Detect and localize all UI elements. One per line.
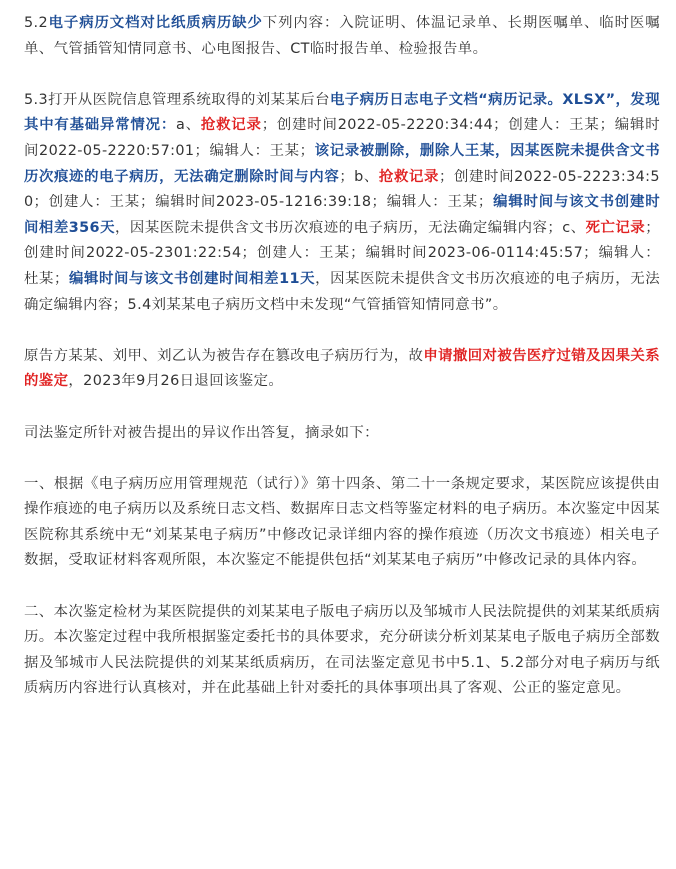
emphasis-red-text: 申请撤回对被告医疗过错及因果关系的鉴定 xyxy=(24,347,661,390)
emphasis-blue-text: 编辑时间与该文书创建时间相差356天 xyxy=(24,194,660,236)
paragraph-gap xyxy=(24,574,660,600)
paragraph-plaintiff-view xyxy=(24,344,660,395)
emphasis-red-text: 死亡记录 xyxy=(585,219,646,236)
paragraph-gap xyxy=(24,446,660,472)
paragraph-gap xyxy=(24,62,660,88)
emphasis-blue-text: 编辑时间与该文书创建时间相差11天 xyxy=(68,270,316,287)
text-run: ；创建时间2022-05-2223:34:50；创建人：王某；编辑时间2023-05-1216:39:18；编辑人：王某； xyxy=(24,168,660,211)
text-run: ，2023年9月26日退回该鉴定。 xyxy=(68,373,284,390)
emphasis-blue-text: 电子病历文档对比纸质病历缺少 xyxy=(48,15,263,31)
text-run: ；b、 xyxy=(339,168,379,185)
paragraph-gap xyxy=(24,318,660,344)
text-run: 下列内容：入院证明、体温记录单、长期医嘱单、临时医嘱单、气管插管知情同意书、心电图报告、CT临时报告单、检验报告单。 xyxy=(24,15,660,57)
text-run: 一、根据《电子病历应用管理规范（试行）》第十四条、第二十一条规定要求，某医院应该提供由操作痕迹的电子病历以及系统日志文档、数据库日志文档等鉴定材料的电子病历。本次鉴定中因某医院称其系统中无“刘某某电子病历”中修改记录详细内容的操作痕迹（历次文书痕迹）相关电子数据，受取证材料客观所限，本次鉴定不能提供包括“刘某某电子病历”中修改记录的具体内容。 xyxy=(24,475,660,569)
text-run: ，因某医院未提供含文书历次痕迹的电子病历，无法确定编辑内容；5.4刘某某电子病历文档中未发现“气管插管知情同意书”。 xyxy=(24,270,661,313)
text-run: 司法鉴定所针对被告提出的异议作出答复，摘录如下： xyxy=(24,424,379,441)
emphasis-blue-text: 电子病历日志电子文档“病历记录。XLSX”，发现其中有基础异常情况： xyxy=(24,91,660,134)
text-run: 5.3打开从医院信息管理系统取得的刘某某后台 xyxy=(24,91,330,108)
paragraph-point-one xyxy=(24,472,660,574)
paragraph-gap xyxy=(24,395,660,421)
text-run: a、 xyxy=(176,117,201,134)
text-run: 5.2 xyxy=(24,15,49,31)
emphasis-blue-text: 该记录被删除，删除人王某，因某医院未提供含文书历次痕迹的电子病历，无法确定删除时间与内容 xyxy=(24,142,660,185)
emphasis-red-text: 抢救记录 xyxy=(200,117,262,134)
text-run: 二、本次鉴定检材为某医院提供的刘某某电子版电子病历以及邹城市人民法院提供的刘某某纸质病历。本次鉴定过程中我所根据鉴定委托书的具体要求，充分研读分析刘某某电子版电子病历全部数据及邹城市人民法院提供的刘某某纸质病历，在司法鉴定意见书中5.1、5.2部分对电子病历与纸质病历内容进行认真核对，并在此基础上针对委托的具体事项出具了客观、公正的鉴定意见。 xyxy=(24,603,660,697)
paragraph-5-2 xyxy=(24,11,660,62)
text-run: ；创建时间2022-05-2301:22:54；创建人：王某；编辑时间2023-06-0114:45:57；编辑人：杜某； xyxy=(24,219,661,287)
paragraph-5-3 xyxy=(24,88,660,318)
paragraph-point-two xyxy=(24,600,660,702)
text-run: 原告方某某、刘甲、刘乙认为被告存在篡改电子病历行为，故 xyxy=(24,347,424,364)
text-run: ；创建时间2022-05-2220:34:44；创建人：王某；编辑时间2022-05-2220:57:01；编辑人：王某； xyxy=(24,117,660,159)
emphasis-red-text: 抢救记录 xyxy=(378,168,439,185)
text-run: ，因某医院未提供含文书历次痕迹的电子病历，无法确定编辑内容；c、 xyxy=(115,219,586,236)
paragraph-institute-reply xyxy=(24,421,660,447)
